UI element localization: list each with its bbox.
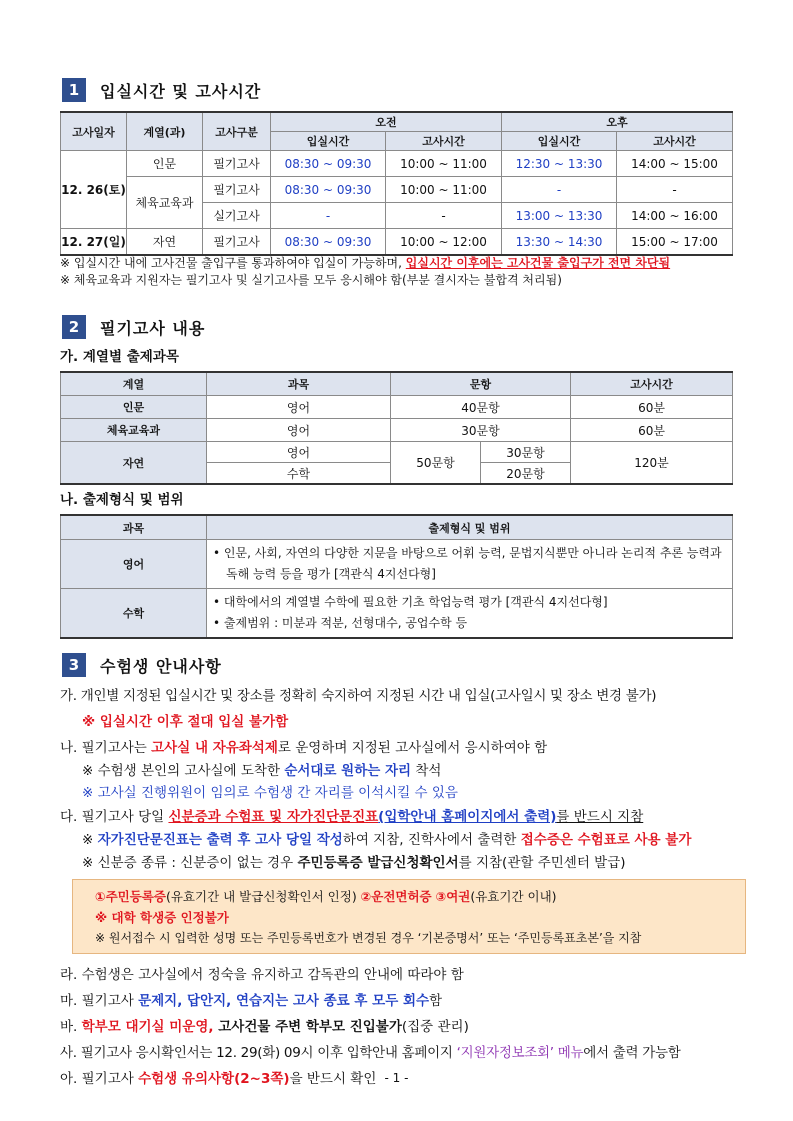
notice-highlight: 학부모 대기실 미운영, [81,1019,214,1035]
exam-type-cell: 실기고사 [203,203,271,229]
notice-text: 마. 필기고사 [60,993,139,1009]
notice-highlight: 문제지, 답안지, 연습지는 고사 종료 후 모두 회수 [138,993,430,1009]
notice-note: ※ 고사실 진행위원이 임의로 수험생 간 자리를 이석시킬 수 있음 [82,785,458,801]
department-cell: 자연 [127,229,203,256]
notice-text: 를 지참(관할 주민센터 발급) [458,855,626,871]
id-types-box [72,879,746,954]
pm-exam-cell: 15:00 ~ 17:00 [617,229,733,256]
student-id-not-accepted: ※ 대학 학생증 인정불가 [95,910,229,925]
notice-item: 라. 수험생은 고사실에서 정숙을 유지하고 감독관의 안내에 따라야 함 [60,967,464,983]
header-exam-duration: 고사시간 [571,372,733,396]
notice-highlight: 고사건물 주변 학부모 진입불가 [213,1019,402,1035]
notice-item [60,1040,732,1066]
pm-entry-cell: 13:30 ~ 14:30 [502,229,617,256]
notice-text: 로 운영하며 지정된 고사실에서 응시하여야 함 [277,740,548,756]
format-cell [207,540,733,589]
exam-type-cell: 필기고사 [203,229,271,256]
header-department: 계열(과) [127,112,203,151]
notice-note [60,830,732,851]
notice-note [60,761,732,782]
notice-list [60,683,732,1092]
notice-text: 사. 필기고사 응시확인서는 12. 29(화) 09시 이후 입학안내 홈페이지 [60,1045,457,1061]
notice-text: ※ 수험생 본인의 고사실에 도착한 [82,763,285,779]
notice-highlight: 고사실 내 자유좌석제 [151,740,278,756]
am-exam-cell: 10:00 ~ 12:00 [386,229,502,256]
notice-item [60,735,732,761]
section-2-heading [62,315,205,339]
table-row [61,540,733,589]
notice-item [60,804,732,830]
notice-text: 을 반드시 확인 [289,1071,377,1087]
section-number-badge: 2 [62,315,86,339]
notice-highlight: ‘지원자정보조회’ 메뉴 [456,1045,584,1061]
format-table [60,514,733,639]
pm-entry-cell: 13:00 ~ 13:30 [502,203,617,229]
notice-highlight: 수험생 유의사항(2~3쪽) [138,1071,290,1087]
notice-note: ※ 입실시간 이후 절대 입실 불가함 [82,714,289,730]
section-title: 수험생 안내사항 [100,656,222,676]
exam-date-cell: 12. 26(토) [61,151,127,229]
header-subject: 과목 [207,372,391,396]
count-cell: 30문항 [481,442,571,463]
bullet-item: • 인문, 사회, 자연의 다양한 지문을 바탕으로 어휘 능력, 문법지식뿐만 아니라 논리적 추론 능력과 독해 능력 등을 평가 [객관식 4지선다형] [213,546,722,581]
header-format-scope: 출제형식 및 범위 [207,515,733,540]
notice-text: 나. 필기고사는 [60,740,152,756]
subheading-subjects: 가. 계열별 출제과목 [60,349,179,365]
name-change-note: ※ 원서접수 시 입력한 성명 또는 주민등록번호가 변경된 경우 ‘기본증명서’ 또는 ‘주민등록표초본’을 지참 [95,931,642,945]
subheading-format: 나. 출제형식 및 범위 [60,492,184,508]
notice-item: 가. 개인별 지정된 입실시간 및 장소를 정확히 숙지하여 지정된 시간 내 입실(고사일시 및 장소 변경 불가) [60,688,657,704]
am-entry-cell: 08:30 ~ 09:30 [271,229,386,256]
department-cell: 체육교육과 [61,419,207,442]
pm-entry-cell: - [502,177,617,203]
pe-notice: ※ 체육교육과 지원자는 필기고사 및 실기고사를 모두 응시해야 함(부분 결시자는 불합격 처리됨) [60,273,562,287]
id-type: ②운전면허증 [360,889,432,904]
am-exam-cell: - [386,203,502,229]
section-number-badge: 3 [62,653,86,677]
table-row [61,229,733,256]
header-exam-date: 고사일자 [61,112,127,151]
header-exam-time: 고사시간 [617,132,733,151]
table-row [61,177,733,203]
notice-text: 바. [60,1019,82,1035]
subject-cell: 영어 [61,540,207,589]
header-subject: 과목 [61,515,207,540]
notice-text: ※ [82,832,98,848]
table-row [61,442,733,463]
header-morning: 오전 [271,112,502,132]
notice-highlight: 접수증은 수험표로 사용 불가 [520,832,692,848]
table-row [61,151,733,177]
entry-notice-text: ※ 입실시간 내에 고사건물 출입구를 통과하여야 입실이 가능하며, [60,256,406,270]
count-cell: 40문항 [391,396,571,419]
count-cell: 20문항 [481,463,571,485]
exam-type-cell: 필기고사 [203,177,271,203]
bullet-item: • 출제범위 : 미분과 적분, 선형대수, 공업수학 등 [213,616,468,630]
notice-text: 에서 출력 가능함 [583,1045,681,1061]
section-number-badge: 1 [62,78,86,102]
subject-cell: 영어 [207,442,391,463]
table-row [61,589,733,639]
notice-text: (집중 관리) [401,1019,469,1035]
header-afternoon: 오후 [502,112,733,132]
notice-text: 착석 [411,763,442,779]
department-cell: 체육교육과 [127,177,203,229]
subject-cell: 수학 [61,589,207,639]
pm-exam-cell: 14:00 ~ 16:00 [617,203,733,229]
entry-closed-warning: 입실시간 이후에는 고사건물 출입구가 전면 차단됨 [405,256,671,270]
format-cell [207,589,733,639]
notice-text: 하여 지참, 진학사에서 출력한 [342,832,521,848]
id-types-line [95,886,735,907]
entry-notice [60,255,670,272]
notice-item [60,1014,732,1040]
bullet-item: • 대학에서의 계열별 수학에 필요한 기초 학업능력 평가 [객관식 4지선다형] [213,595,608,609]
am-entry-cell: - [271,203,386,229]
id-type: ③여권 [435,889,471,904]
duration-cell: 120분 [571,442,733,485]
id-type-note: (유효기간 이내) [470,889,557,904]
header-entry-time: 입실시간 [502,132,617,151]
notice-highlight: (입학안내 홈페이지에서 출력) [378,809,557,825]
total-count-cell: 50문항 [391,442,481,485]
department-cell: 자연 [61,442,207,485]
duration-cell: 60분 [571,396,733,419]
notice-text: 다. 필기고사 당일 [60,809,169,825]
subject-cell: 수학 [207,463,391,485]
section-1-heading [62,78,261,102]
notice-item [60,988,732,1014]
pm-exam-cell: 14:00 ~ 15:00 [617,151,733,177]
header-exam-type: 고사구분 [203,112,271,151]
id-type: ①주민등록증 [95,889,166,904]
section-title: 필기고사 내용 [100,318,206,338]
section-title: 입실시간 및 고사시간 [100,81,262,101]
subject-cell: 영어 [207,396,391,419]
subject-cell: 영어 [207,419,391,442]
notice-text: 아. 필기고사 [60,1071,139,1087]
exam-schedule-table [60,111,733,256]
department-cell: 인문 [61,396,207,419]
department-cell: 인문 [127,151,203,177]
notice-text: 함 [429,993,443,1009]
id-type-note: (유효기간 내 발급신청확인서 인정) [165,889,361,904]
table-row [61,396,733,419]
notice-highlight: 주민등록증 발급신청확인서 [297,855,459,871]
table-row [61,419,733,442]
pm-exam-cell: - [617,177,733,203]
header-entry-time: 입실시간 [271,132,386,151]
header-department: 계열 [61,372,207,396]
am-exam-cell: 10:00 ~ 11:00 [386,151,502,177]
subjects-table [60,371,733,485]
header-question-count: 문항 [391,372,571,396]
count-cell: 30문항 [391,419,571,442]
page-number: - 1 - [384,1071,409,1085]
section-3-heading [62,653,222,677]
am-entry-cell: 08:30 ~ 09:30 [271,151,386,177]
notice-highlight: 자가진단문진표는 출력 후 고사 당일 작성 [97,832,343,848]
notice-highlight: 순서대로 원하는 자리 [284,763,412,779]
exam-date-cell: 12. 27(일) [61,229,127,256]
am-exam-cell: 10:00 ~ 11:00 [386,177,502,203]
duration-cell: 60분 [571,419,733,442]
notice-note [60,851,732,875]
notice-text: 를 반드시 지참 [556,809,644,825]
exam-type-cell: 필기고사 [203,151,271,177]
notice-text: ※ 신분증 종류 : 신분증이 없는 경우 [82,855,298,871]
header-exam-time: 고사시간 [386,132,502,151]
am-entry-cell: 08:30 ~ 09:30 [271,177,386,203]
notice-highlight: 신분증과 수험표 및 자가진단문진표 [168,809,379,825]
pm-entry-cell: 12:30 ~ 13:30 [502,151,617,177]
